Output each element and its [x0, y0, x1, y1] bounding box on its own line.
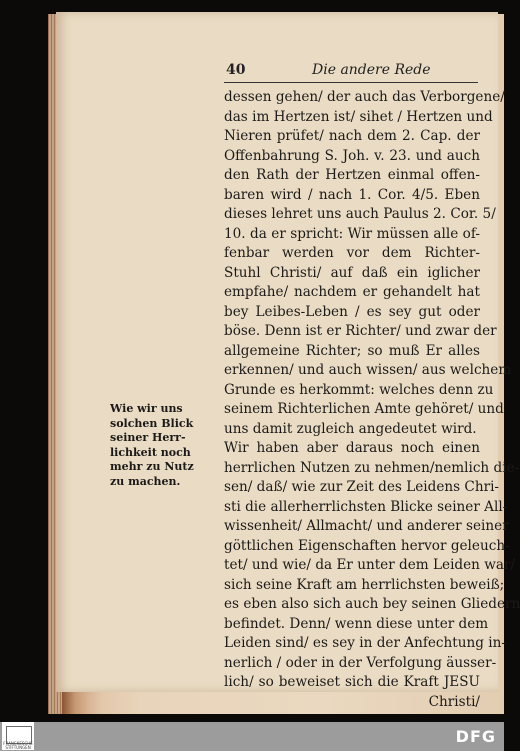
library-logo[interactable]: [2, 722, 34, 750]
text-line: fenbar werden vor dem Richter-: [224, 245, 480, 261]
logo-text: FRANCKESCHE STIFTUNGEN: [3, 741, 33, 750]
text-line: dessen gehen/ der auch das Verborgene/: [224, 89, 505, 105]
text-line: wissenheit/ Allmacht/ und anderer seiner: [224, 518, 509, 534]
text-line: Christi/: [428, 693, 480, 710]
text-line: sen/ daß/ wie zur Zeit des Leidens Chri-: [224, 479, 500, 495]
text-line: Leiden sind/ es sey in der Anfechtung in-: [224, 635, 506, 651]
text-line: empfahe/ nachdem er gehandelt hat: [224, 284, 480, 300]
text-line: allgemeine Richter; so muß Er alles: [224, 342, 480, 359]
text-line: bey Leibes-Leben / es sey gut oder: [224, 303, 480, 320]
viewer-footer-bar: [0, 722, 504, 751]
text-line: baren wird / nach 1. Cor. 4/5. Eben: [224, 186, 480, 203]
text-line: erkennen/ und auch wissen/ aus welchem: [224, 362, 512, 378]
text-line: 10. da er spricht: Wir müssen alle of-: [224, 225, 480, 242]
text-line: sich seine Kraft am herrlichsten beweiß;: [224, 576, 505, 593]
dfg-badge[interactable]: DFG: [455, 727, 496, 746]
running-title: Die andere Rede: [312, 62, 431, 78]
text-line: das im Hertzen ist/ sihet / Hertzen und: [224, 108, 493, 125]
text-line: seinem Richterlichen Amte gehöret/ und: [224, 401, 504, 417]
text-line: lich/ so beweiset sich die Kraft JESU: [224, 674, 480, 690]
text-line: göttlichen Eigenschaften hervor geleuch-: [224, 537, 510, 554]
margin-note-line: Wie wir uns: [110, 402, 183, 415]
text-line: böse. Denn ist er Richter/ und zwar der: [224, 323, 497, 339]
text-line: Wir haben aber daraus noch einen: [224, 440, 480, 456]
page-number: 40: [226, 62, 246, 78]
margin-note-line: seiner Herr-: [110, 431, 186, 444]
text-line: dieses lehret uns auch Paulus 2. Cor. 5/: [224, 206, 496, 222]
margin-note-line: solchen Blick: [110, 416, 194, 430]
page-header: [226, 60, 476, 84]
margin-note-line: zu machen.: [110, 474, 181, 488]
text-line: befindet. Denn/ wenn diese unter dem: [224, 615, 489, 632]
body-text: [224, 88, 520, 712]
text-line: den Rath der Hertzen einmal offen-: [224, 167, 480, 183]
text-line: nerlich / oder in der Verfolgung äusser-: [224, 654, 497, 671]
text-line: tet/ und wie/ da Er unter dem Leiden war/: [224, 557, 516, 573]
margin-note: [110, 402, 215, 489]
text-line: Offenbahrung S. Joh. v. 23. und auch: [224, 147, 480, 164]
text-line: herrlichen Nutzen zu nehmen/nemlich die-: [224, 459, 520, 476]
header-rule: [224, 82, 478, 83]
margin-note-line: lichkeit noch: [110, 445, 191, 459]
margin-note-line: mehr zu Nutz: [110, 460, 194, 473]
text-line: Nieren prüfet/ nach dem 2. Cap. der: [224, 128, 480, 144]
text-line: es eben also sich auch bey seinen Gliedern: [224, 596, 520, 612]
text-line: Stuhl Christi/ auf daß ein iglicher: [224, 264, 480, 281]
text-line: uns damit zugleich angedeutet wird.: [224, 420, 477, 437]
text-line: sti die allerherrlichsten Blicke seiner All-: [224, 498, 508, 515]
text-line: Grunde es herkommt: welches denn zu: [224, 381, 494, 398]
